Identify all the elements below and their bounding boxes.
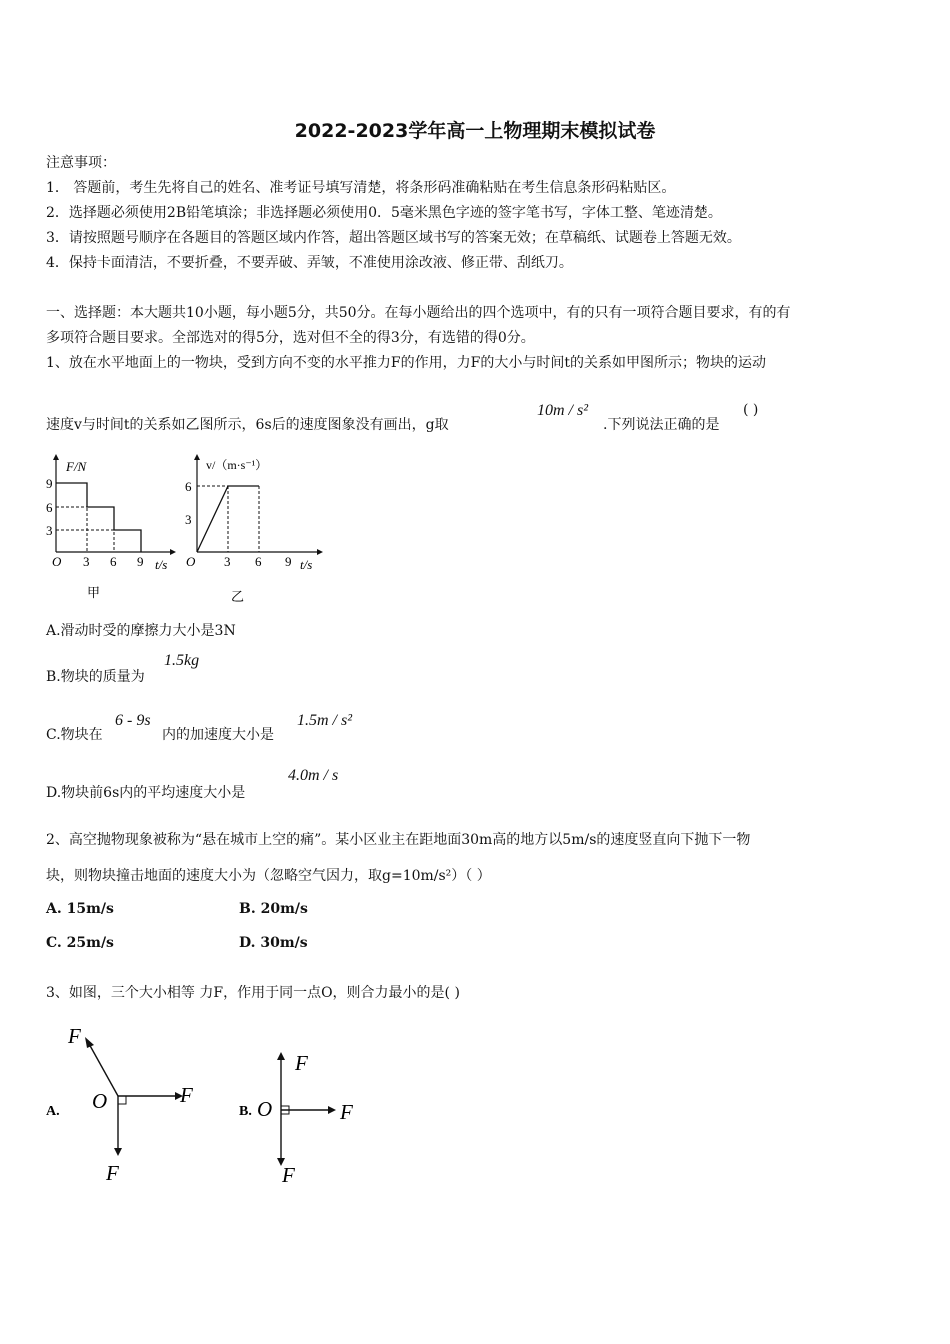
q1-option-c-math-2: 1.5m / s² — [297, 712, 353, 729]
graph-jia-force-curve — [56, 483, 141, 552]
q3-a-label-f: F — [106, 1161, 119, 1185]
graph-jia-xtick: 3 — [83, 554, 90, 569]
graph-yi-y-arrow — [194, 454, 200, 460]
q3-b-label-f: F — [282, 1163, 295, 1187]
q3-a-label-f: F — [180, 1083, 193, 1107]
q2-option-a: A. 15m/s — [46, 901, 114, 917]
notice-item-4: 4．保持卡面清洁，不要折叠，不要弄破、弄皱，不准使用涂改液、修正带、刮纸刀。 — [46, 255, 573, 271]
graph-jia-xtick: 6 — [110, 554, 117, 569]
graph-jia — [40, 452, 180, 607]
q3-b-option-label: B. — [239, 1104, 252, 1119]
graph-jia-ytick: 9 — [46, 476, 53, 491]
q3-stem: 3、如图，三个大小相等 力F，作用于同一点O，则合力最小的是( ) — [46, 985, 460, 1001]
graph-jia-ytick: 3 — [46, 523, 53, 538]
graph-yi-ylabel: v/（m·s⁻¹） — [206, 458, 268, 472]
q3-b-arrowhead — [277, 1052, 285, 1060]
graph-jia-caption: 甲 — [87, 585, 101, 600]
notice-item-3: 3．请按照题号顺序在各题目的答题区域内作答，超出答题区域书写的答案无效；在草稿纸、试题卷上答题无效。 — [46, 230, 741, 246]
notice-heading: 注意事项： — [46, 155, 116, 171]
q3-a-option-label: A. — [46, 1104, 60, 1119]
graph-yi-ytick: 6 — [185, 479, 192, 494]
q1-option-c-math-1: 6 - 9s — [115, 712, 151, 729]
q2-option-b: B. 20m/s — [239, 901, 308, 917]
q2-option-c: C. 25m/s — [46, 935, 114, 951]
graph-yi-xtick: 3 — [224, 554, 231, 569]
q1-option-c: C.物块在 — [46, 727, 103, 743]
q1-option-b: B.物块的质量为 — [46, 669, 145, 685]
graph-jia-x-arrow — [170, 549, 176, 555]
q3-a-label-f: F — [68, 1024, 81, 1048]
q1-answer-paren: ( ) — [743, 402, 759, 418]
section-intro-line-2: 多项符合题目要求。全部选对的得5分，选对但不全的得3分，有选错的得0分。 — [46, 330, 535, 346]
q2-stem-line-2: 块，则物块撞击地面的速度大小为（忽略空气因力，取g=10m/s²）（ ） — [46, 868, 491, 884]
q3-a-right-angle-mark — [118, 1096, 126, 1104]
q3-a-arrowhead — [114, 1148, 122, 1156]
graph-yi-xtick: 6 — [255, 554, 262, 569]
q3-a-label-o: O — [92, 1089, 108, 1113]
q1-stem-suffix: .下列说法正确的是 — [603, 417, 720, 433]
q1-option-b-math: 1.5kg — [164, 652, 200, 669]
q3-b-arrowhead — [328, 1106, 336, 1114]
q1-g-value: 10m / s² — [537, 402, 589, 419]
graph-jia-origin: O — [52, 554, 62, 569]
q3-b-label-o: O — [257, 1097, 273, 1121]
graph-yi-xtick: 9 — [285, 554, 292, 569]
graph-jia-xtick: 9 — [137, 554, 144, 569]
q3-b-label-f: F — [340, 1100, 353, 1124]
q1-option-d: D.物块前6s内的平均速度大小是 — [46, 785, 246, 801]
graph-yi — [182, 452, 332, 607]
notice-item-2: 2．选择题必须使用2B铅笔填涂；非选择题必须使用0．5毫米黑色字迹的签字笔书写，字体工整、笔迹清楚。 — [46, 205, 722, 221]
q2-option-d: D. 30m/s — [239, 935, 308, 951]
section-intro-line-1: 一、选择题：本大题共10小题，每小题5分，共50分。在每小题给出的四个选项中，有的只有一项符合题目要求，有的有 — [46, 305, 791, 321]
q1-stem-line-2: 速度v与时间t的关系如乙图所示，6s后的速度图象没有画出，g取 — [46, 417, 449, 433]
graph-yi-x-arrow — [317, 549, 323, 555]
graph-yi-origin: O — [186, 554, 196, 569]
q2-stem-line-1: 2、高空抛物现象被称为“悬在城市上空的痛”。某小区业主在距地面30m高的地方以5m/s的速度竖直向下抛下一物 — [46, 832, 751, 848]
graph-jia-xlabel: t/s — [155, 557, 168, 572]
graph-yi-ytick: 3 — [185, 512, 192, 527]
q1-option-c-mid: 内的加速度大小是 — [162, 727, 274, 743]
page-title: 2022-2023学年高一上物理期末模拟试卷 — [294, 120, 656, 142]
notice-item-1: 1． 答题前，考生先将自己的姓名、准考证号填写清楚，将条形码准确粘贴在考生信息条形码粘贴区。 — [46, 180, 676, 196]
q3-diagram-b — [235, 1040, 385, 1190]
q3-diagram-a — [40, 1020, 210, 1190]
q1-option-a: A.滑动时受的摩擦力大小是3N — [46, 623, 236, 639]
q1-stem-line-1: 1、放在水平地面上的一物块，受到方向不变的水平推力F的作用，力F的大小与时间t的关系如甲图所示；物块的运动 — [46, 355, 766, 371]
graph-jia-y-arrow — [53, 454, 59, 460]
q3-a-arrowhead — [85, 1037, 94, 1048]
graph-yi-caption: 乙 — [231, 589, 245, 604]
graph-jia-ytick: 6 — [46, 500, 53, 515]
graph-jia-ylabel: F/N — [66, 459, 87, 474]
q3-b-label-f: F — [295, 1051, 308, 1075]
q3-a-force-arrow-upper-left — [88, 1042, 118, 1096]
graph-yi-xlabel: t/s — [300, 557, 313, 572]
q1-option-d-math: 4.0m / s — [288, 767, 339, 784]
